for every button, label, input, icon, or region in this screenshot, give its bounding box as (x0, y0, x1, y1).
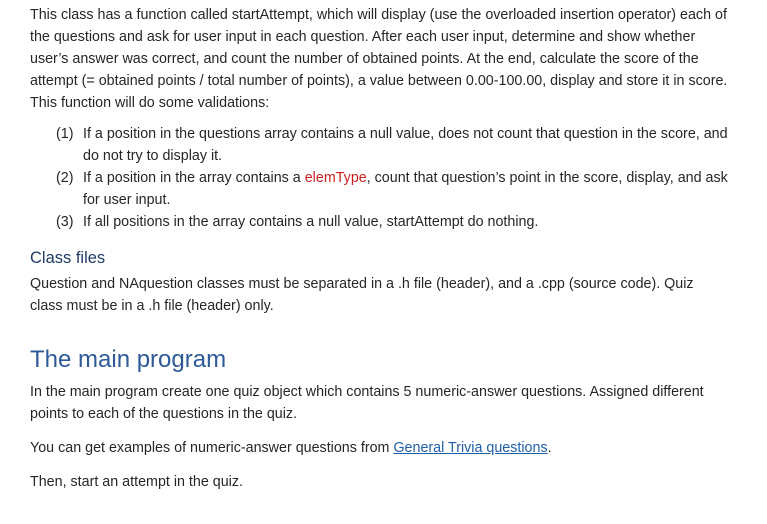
list-item (56, 211, 730, 233)
list-item-number: (1) (56, 126, 74, 142)
examples-period: . (547, 440, 552, 456)
list-item-text-before: If a position in the array contains a (83, 170, 305, 186)
class-files-heading: Class files (30, 249, 106, 267)
general-trivia-link[interactable]: General Trivia questions (393, 440, 548, 456)
main-program-paragraph: In the main program create one quiz object which contains 5 numeric-answer questions. Assigned different points to each of the questions in the quiz. (30, 384, 704, 422)
list-item-number: (3) (56, 214, 74, 230)
main-program-heading: The main program (30, 346, 227, 373)
attempt-paragraph: Then, start an attempt in the quiz. (30, 474, 243, 490)
list-item-number: (2) (56, 170, 74, 186)
list-item-text-after: , count that question’s point in the score, display, and ask for user input. (83, 170, 728, 208)
list-item (56, 123, 730, 167)
class-files-paragraph: Question and NAquestion classes must be separated in a .h file (header), and a .cpp (source code). Quiz class must be in a .h file (header) only. (30, 276, 694, 314)
list-item-text: If a position in the questions array contains a null value, does not count that question in the score, and do not try to display it. (83, 126, 728, 164)
examples-text: You can get examples of numeric-answer questions from (30, 440, 394, 456)
list-item-text: If all positions in the array contains a null value, startAttempt do nothing. (83, 214, 539, 230)
intro-paragraph: This class has a function called startAttempt, which will display (use the overloaded insertion operator) each of the questions and ask for user input in each question. After each user input, determine and show whether user’s answer was correct, and count the number of obtained points. At the end, calculate the score of the attempt (= obtained points / total number of points), a value between 0.00-100.00, display and store it in score. This function will do some validations: (30, 7, 728, 111)
validation-list (30, 123, 730, 233)
list-item (56, 167, 730, 211)
elemtype-highlight: elemType (304, 170, 367, 186)
examples-paragraph (30, 437, 730, 459)
document-page (30, 4, 730, 493)
